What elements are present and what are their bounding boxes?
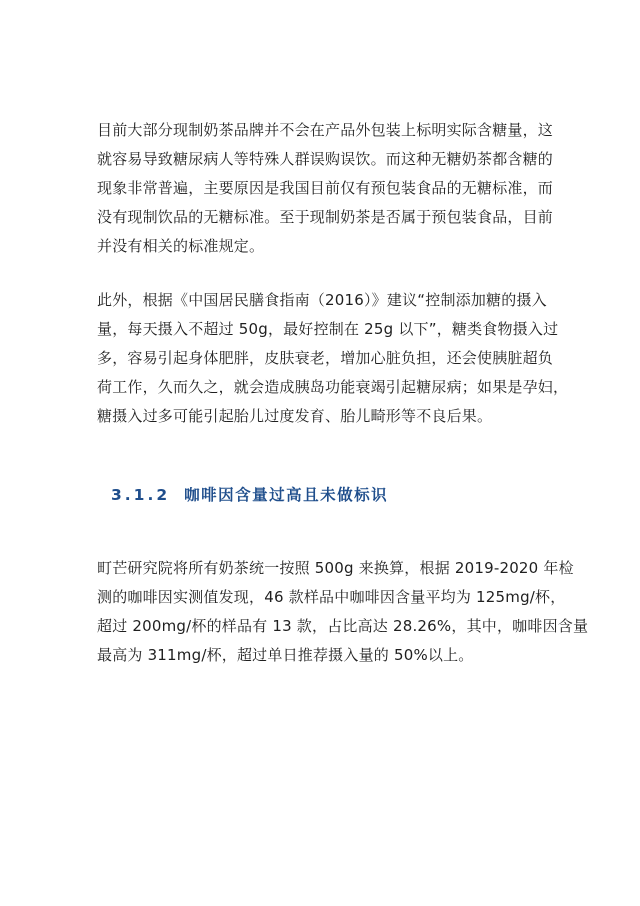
paragraph-dietary-guidelines [97,286,569,431]
paragraph-line: 并没有相关的标准规定。 [97,237,265,255]
paragraph-line: 最高为 311mg/杯，超过单日推荐摄入量的 50%以上。 [97,646,474,664]
paragraph-caffeine [97,554,589,670]
section-heading [111,483,388,505]
paragraph-line: 多，容易引起身体肥胖，皮肤衰老，增加心脏负担，还会使胰脏超负 [97,349,554,367]
paragraph-line: 超过 200mg/杯的样品有 13 款，占比高达 28.26%，其中，咖啡因含量 [97,617,589,635]
paragraph-line: 没有现制饮品的无糖标准。至于现制奶茶是否属于预包装食品，目前 [97,208,554,226]
paragraph-line: 目前大部分现制奶茶品牌并不会在产品外包装上标明实际含糖量，这 [97,121,554,139]
paragraph-line: 糖摄入过多可能引起胎儿过度发育、胎儿畸形等不良后果。 [97,407,493,425]
paragraph-line: 此外，根据《中国居民膳食指南（2016）》建议“控制添加糖的摄入 [97,291,547,309]
paragraph-line: 就容易导致糖尿病人等特殊人群误购误饮。而这种无糖奶茶都含糖的 [97,150,554,168]
paragraph-line: 量，每天摄入不超过 50g，最好控制在 25g 以下”，糖类食物摄入过 [97,320,559,338]
paragraph-line: 町芒研究院将所有奶茶统一按照 500g 来换算，根据 2019-2020 年检 [97,559,574,577]
paragraph-sugar-labeling [97,116,554,261]
paragraph-line: 现象非常普遍，主要原因是我国目前仅有预包装食品的无糖标准，而 [97,179,554,197]
paragraph-line: 荷工作，久而久之，就会造成胰岛功能衰竭引起糖尿病；如果是孕妇， [97,378,569,396]
section-title: 咖啡因含量过高且未做标识 [184,486,389,504]
paragraph-line: 测的咖啡因实测值发现，46 款样品中咖啡因含量平均为 125mg/杯， [97,588,566,606]
section-number: 3.1.2 [111,486,171,504]
